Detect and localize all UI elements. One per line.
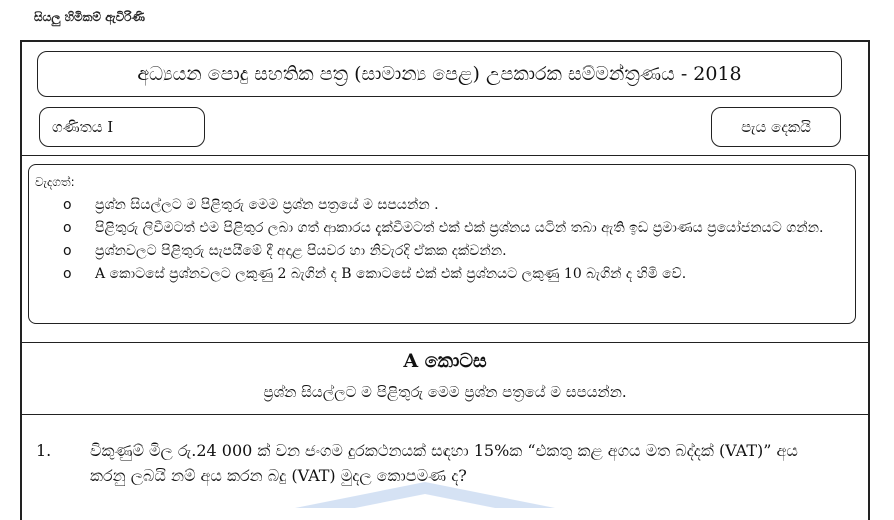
subject-box <box>39 107 205 147</box>
notice-item: o පිළිතුරු ලිවීමටත් එම පිළිතුර ලබා ගත් ආකාරය දැක්වීමටත් එක් එක් ප්‍රශ්නය යටින් තබා ඇති ඉඩ ප්‍රමාණය ප්‍රයෝජනයට ගන්න. <box>61 217 841 240</box>
notice-box <box>28 164 856 324</box>
section-divider <box>20 414 870 415</box>
notice-item: o ප්‍රශ්නවලට පිළිතුරු සැපයීමේ දී අදාළ පියවර හා නිවැරදි ඒකක දක්වන්න. <box>61 240 841 263</box>
subject-label: ගණිතය I <box>52 118 114 136</box>
notice-heading: වැදගත්: <box>35 175 75 189</box>
paper-title: අධ්‍යයන පොදු සහතික පත්‍ර (සාමාන්‍ය පෙළ) උපකාරක සම්මන්ත්‍රණය - 2018 <box>137 63 742 85</box>
duration-label: පැය දෙකයි <box>741 118 811 136</box>
section-title: A කොටස <box>403 350 487 372</box>
notice-item: o ප්‍රශ්න සියල්ලට ම පිළිතුරු මෙම ප්‍රශ්න පත්‍රයේ ම සපයන්න . <box>61 194 841 217</box>
duration-box <box>711 107 841 147</box>
notice-list <box>35 194 841 286</box>
copyright-notice: සියලු හිමිකම් ඇවිරිණි <box>34 10 145 24</box>
header-divider <box>20 155 870 156</box>
paper-title-box <box>37 51 842 97</box>
notice-item: o A කොටසේ ප්‍රශ්නවලට ලකුණු 2 බැගින් ද B කොටසේ එක් එක් ප්‍රශ්නයට ලකුණු 10 බැගින් ද හිමි වේ. <box>61 263 841 286</box>
question-number: 1. <box>36 441 52 460</box>
notice-divider <box>20 342 870 343</box>
question-text: විකුණුම් මිල රු.24 000 ක් වන ජංගම දුරකථනයක් සඳහා 15%ක “එකතු කළ අගය මත බද්දක් (VAT)” අය කරනු ලබයි නම් අය කරන බදු (VAT) මුදල කොපමණ ද? <box>90 441 798 485</box>
watermark-logo <box>295 478 555 518</box>
section-instruction: ප්‍රශ්න සියල්ලට ම පිළිතුරු මෙම ප්‍රශ්න පත්‍රයේ ම සපයන්න. <box>263 383 627 401</box>
